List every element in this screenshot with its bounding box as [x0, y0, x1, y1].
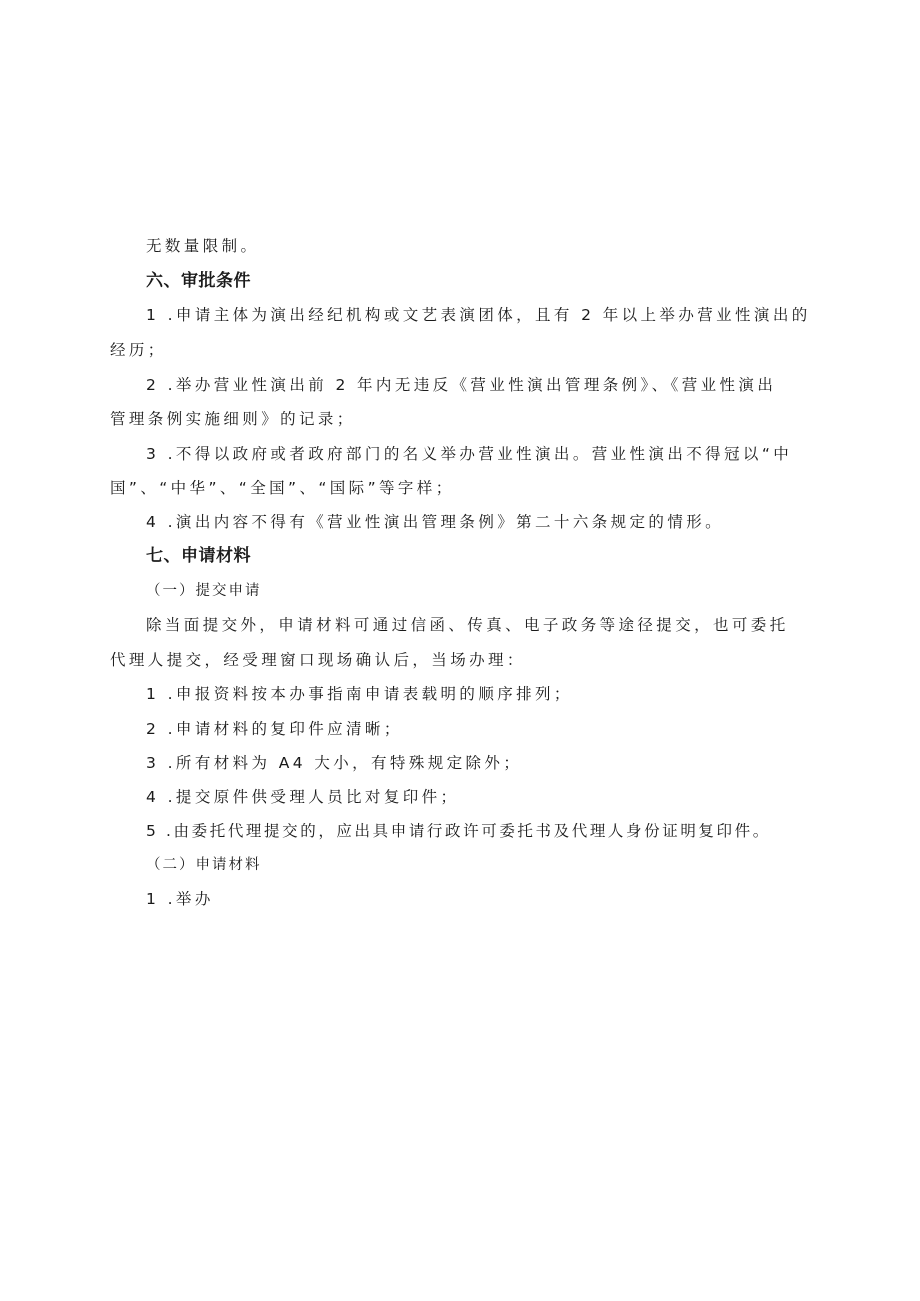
condition-item-1-cont: 经历； — [110, 341, 167, 359]
subheading-submit-application: （一）提交申请 — [146, 583, 262, 599]
submission-paragraph: 除当面提交外，申请材料可通过信函、传真、电子政务等途径提交，也可委托 — [146, 616, 789, 634]
section-heading-approval-conditions: 六、审批条件 — [146, 271, 251, 291]
condition-item-1: 1 .申请主体为演出经纪机构或文艺表演团体，且有 2 年以上举办营业性演出的 — [146, 306, 811, 324]
subheading-application-materials: （二）申请材料 — [146, 857, 262, 873]
condition-item-3-cont: 国”、“中华”、“全国”、“国际”等字样； — [110, 479, 455, 497]
submission-item-1: 1 .申报资料按本办事指南申请表载明的顺序排列； — [146, 685, 573, 703]
paragraph-line: 无数量限制。 — [146, 237, 260, 255]
submission-paragraph-cont: 代理人提交，经受理窗口现场确认后，当场办理： — [110, 651, 526, 669]
materials-item-1: 1 .举办 — [146, 890, 214, 908]
submission-item-4: 4 .提交原件供受理人员比对复印件； — [146, 788, 460, 806]
condition-item-3: 3 .不得以政府或者政府部门的名义举办营业性演出。营业性演出不得冠以“中 — [146, 445, 793, 463]
condition-item-2: 2 .举办营业性演出前 2 年内无违反《营业性演出管理条例》、《营业性演出 — [146, 376, 777, 394]
condition-item-2-cont: 管理条例实施细则》的记录； — [110, 410, 356, 428]
condition-item-4: 4 .演出内容不得有《营业性演出管理条例》第二十六条规定的情形。 — [146, 513, 725, 531]
submission-item-2: 2 .申请材料的复印件应清晰； — [146, 720, 403, 738]
section-heading-application-materials: 七、申请材料 — [146, 546, 251, 566]
submission-item-3: 3 .所有材料为 A4 大小，有特殊规定除外； — [146, 754, 523, 772]
submission-item-5: 5 .由委托代理提交的，应出具申请行政许可委托书及代理人身份证明复印件。 — [146, 822, 771, 840]
